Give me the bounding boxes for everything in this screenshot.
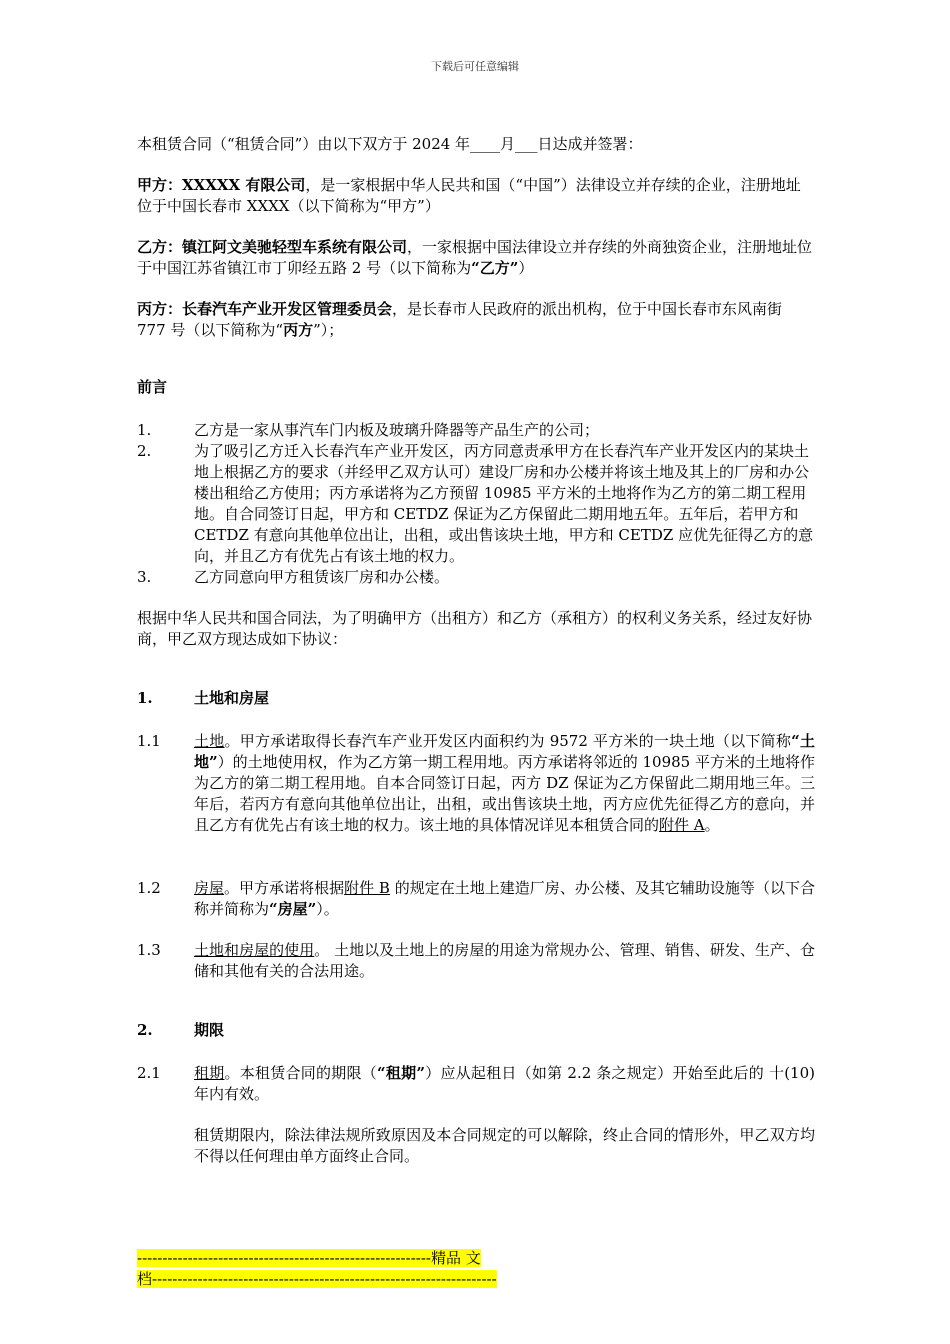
footer-line-1: ----------------------------------------------------------精品 文 [137, 1249, 481, 1267]
footer-line-2: 档-------------------------------------------------------------------- [137, 1270, 497, 1288]
clause-1-2-part-a: 。甲方承诺将根据 [224, 879, 345, 897]
appendix-b-link[interactable]: 附件 B [344, 879, 390, 897]
section-1-heading [137, 688, 815, 709]
list-item-text: 为了吸引乙方迁入长春汽车产业开发区，丙方同意责承甲方在长春汽车产业开发区内的某块土地上根据乙方的要求（并经甲乙双方认可）建设厂房和办公楼并将该土地及其上的厂房和办公楼出租给乙方使用；丙方承诺将为乙方预留 10985 平方米的土地将作为乙方的第二期工程用地。自合同签订日起，甲方和 CETDZ 保证为乙方保留此二期用地五年。五年后，若甲方和 CETDZ 有意向其他单位出让，出租，或出售该块土地，甲方和 CETDZ 应优先征得乙方的意向，并且乙方有优先占有该土地的权力。 [194, 442, 814, 565]
clause-1-1-part-a: 。甲方承诺取得长春汽车产业开发区内面积约为 9572 平方米的一块土地（以下简称 [224, 732, 792, 750]
list-item-text: 乙方是一家从事汽车门内板及玻璃升降器等产品生产的公司； [194, 421, 600, 439]
clause-2-1 [137, 1063, 815, 1105]
party-a-label: 甲方：XXXXX 有限公司 [137, 176, 306, 194]
clause-1-1 [137, 731, 815, 836]
list-item-number: 3. [137, 568, 152, 586]
clause-1-3-part-a: 。 土地以及土地上的房屋的用途为常规办公、管理、销售、研发、生产、仓储和其他有关的合法用途。 [194, 941, 815, 980]
section-1-title: 土地和房屋 [194, 689, 270, 707]
party-b-abbr: “乙方” [471, 259, 519, 277]
party-c-abbr: 丙方 [283, 321, 314, 339]
clause-1-1-defined-term: “土地” [194, 732, 815, 771]
clause-1-2 [137, 878, 815, 920]
clause-1-2-text [194, 878, 815, 920]
list-item [137, 441, 815, 567]
header-note: 下载后可任意编辑 [431, 60, 519, 73]
section-2-heading [137, 1020, 815, 1041]
intro-paragraph: 本租赁合同（“租赁合同”）由以下双方于 2024 年____月___日达成并签署： [137, 135, 643, 153]
party-c-text: ，是长春市人民政府的派出机构，位于中国长春市东风南街 777 号（以下简称为“ [137, 300, 783, 339]
list-item [137, 420, 815, 441]
clause-2-1-part-b: ）应从起租日（如第 2.2 条之规定）开始至此后的 十(10)年内有效。 [194, 1064, 815, 1103]
document-body [137, 134, 815, 1167]
clause-1-2-defined-term: “房屋” [269, 900, 317, 918]
clause-1-1-text [194, 731, 815, 836]
clause-1-1-term: 土地 [194, 732, 225, 750]
clause-2-1-part-a: 。本租赁合同的期限（ [224, 1064, 377, 1082]
clause-1-3-number: 1.3 [137, 941, 161, 959]
clause-2-1-term: 租期 [194, 1064, 225, 1082]
party-b-paragraph [137, 237, 815, 279]
clause-2-1-continuation: 租赁期限内，除法律法规所致原因及本合同规定的可以解除，终止合同的情形外，甲乙双方均不得以任何理由单方面终止合同。 [194, 1126, 815, 1165]
party-c-label: 丙方：长春汽车产业开发区管理委员会 [137, 300, 393, 318]
list-item-text: 乙方同意向甲方租赁该厂房和办公楼。 [194, 568, 450, 586]
clause-1-2-number: 1.2 [137, 879, 161, 897]
party-b-text: ，一家根据中国法律设立并存续的外商独资企业，注册地址位于中国江苏省镇江市丁卯经五路 2 号（以下简称为 [137, 238, 813, 277]
clause-1-3-text [194, 940, 815, 982]
party-b-label: 乙方：镇江阿文美驰轻型车系统有限公司 [137, 238, 408, 256]
clause-1-3-term: 土地和房屋的使用 [194, 941, 315, 959]
clause-1-3 [137, 940, 815, 982]
appendix-a-link[interactable]: 附件 A [659, 816, 705, 834]
party-b-tail: ） [518, 259, 534, 277]
party-a-text: ，是一家根据中华人民共和国（“中国”）法律设立并存续的企业，注册地址位于中国长春市 XXXX（以下简称为“甲方”） [137, 176, 801, 215]
clause-1-2-part-c: ）。 [316, 900, 339, 918]
section-1-number: 1. [137, 689, 153, 707]
clause-1-2-part-b: 的规定在土地上建造厂房、办公楼、及其它辅助设施等（以下合称并简称为 [194, 879, 815, 918]
clause-2-1-number: 2.1 [137, 1064, 161, 1082]
clause-1-1-part-c: 。 [704, 816, 720, 834]
party-a-paragraph [137, 175, 815, 217]
clause-2-1-text [194, 1063, 815, 1105]
clause-1-1-number: 1.1 [137, 732, 161, 750]
section-2-title: 期限 [194, 1021, 225, 1039]
clause-2-1-defined-term: “租期” [376, 1064, 425, 1082]
agreement-intro: 根据中华人民共和国合同法，为了明确甲方（出租方）和乙方（承租方）的权利义务关系，经过友好协商，甲乙双方现达成如下协议： [137, 609, 813, 648]
list-item-number: 1. [137, 421, 152, 439]
preface-title: 前言 [137, 378, 168, 396]
clause-1-1-part-b: ）的土地使用权，作为乙方第一期工程用地。丙方承诺将邻近的 10985 平方米的土地将作为乙方的第二期工程用地。自本合同签订日起，丙方 DZ 保证为乙方保留此二期用地三年。三年后，若丙方有意向其他单位出让，出租，或出售该块土地，丙方应优先征得乙方的意向，并且乙方有优先占有该土地的权力。该土地的具体情况详见本租赁合同的 [194, 753, 815, 834]
clause-1-2-term: 房屋 [194, 879, 225, 897]
section-2-number: 2. [137, 1021, 153, 1039]
party-c-tail: ”）； [313, 321, 344, 339]
list-item [137, 567, 815, 588]
footer-watermark [137, 1248, 557, 1290]
party-c-paragraph [137, 299, 815, 341]
preface-list [137, 420, 815, 588]
list-item-number: 2. [137, 442, 152, 460]
